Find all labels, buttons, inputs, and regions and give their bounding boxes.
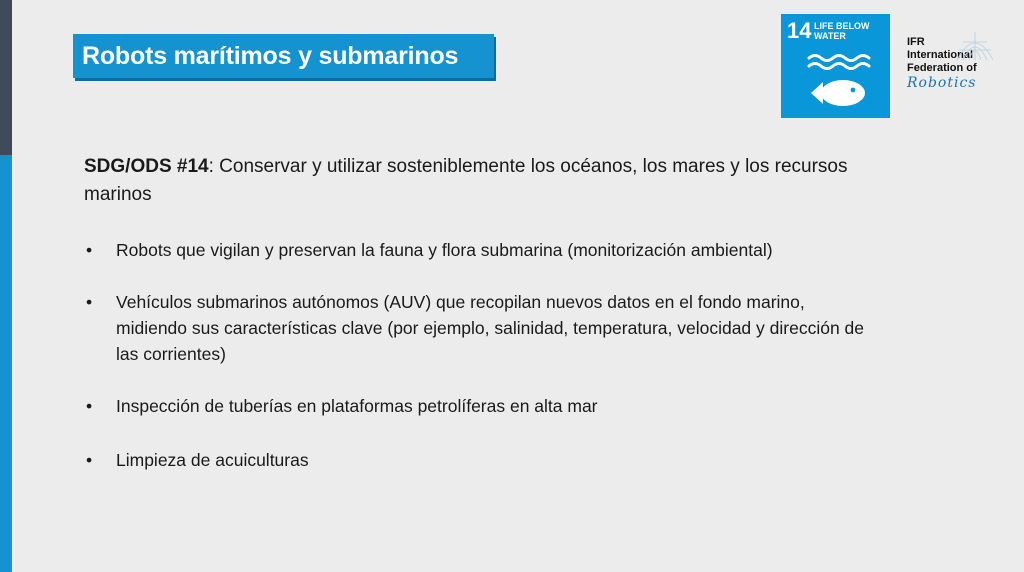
sdg-number: 14 (787, 18, 812, 43)
list-item (84, 237, 864, 263)
intro-paragraph (84, 153, 864, 209)
side-accent-bar-blue (0, 155, 12, 572)
list-item-text: Robots que vigilan y preservan la fauna y flora submarina (monitorización ambiental) (116, 240, 773, 260)
ifr-logo (907, 36, 1017, 96)
slide-content (84, 153, 864, 473)
list-item-text: Inspección de tuberías en plataformas petrolíferas en alta mar (116, 396, 598, 416)
intro-label: SDG/ODS #14 (84, 156, 209, 177)
intro-text: : Conservar y utilizar sosteniblemente los océanos, los mares y los recursos marinos (84, 156, 848, 205)
ifr-robotics-wordmark: Robotics (907, 75, 977, 91)
ifr-line-1: IFR (907, 36, 925, 48)
list-item (84, 393, 864, 419)
ifr-line-2: International (907, 49, 974, 61)
sdg-caption: LIFE BELOW WATER (814, 21, 870, 41)
side-accent-bar-dark (0, 0, 12, 155)
ifr-line-3: Federation of (907, 62, 977, 74)
list-item-text: Vehículos submarinos autónomos (AUV) que recopilan nuevos datos en el fondo marino, midiendo sus características clave (por ejemplo, salinidad, temperatura, velocidad y dirección de las corrientes) (116, 292, 865, 364)
net-icon (955, 30, 995, 64)
slide-title-box (73, 34, 494, 78)
list-item (84, 447, 864, 473)
bullet-dot: • (86, 240, 93, 260)
list-item-text: Limpieza de acuiculturas (116, 450, 309, 470)
bullet-dot: • (86, 396, 93, 416)
list-item (84, 289, 864, 367)
slide-title: Robots marítimos y submarinos (82, 41, 459, 70)
bullet-dot: • (86, 450, 93, 470)
bullet-list (84, 237, 864, 473)
bullet-dot: • (86, 292, 93, 312)
sdg-14-tile (781, 14, 890, 118)
